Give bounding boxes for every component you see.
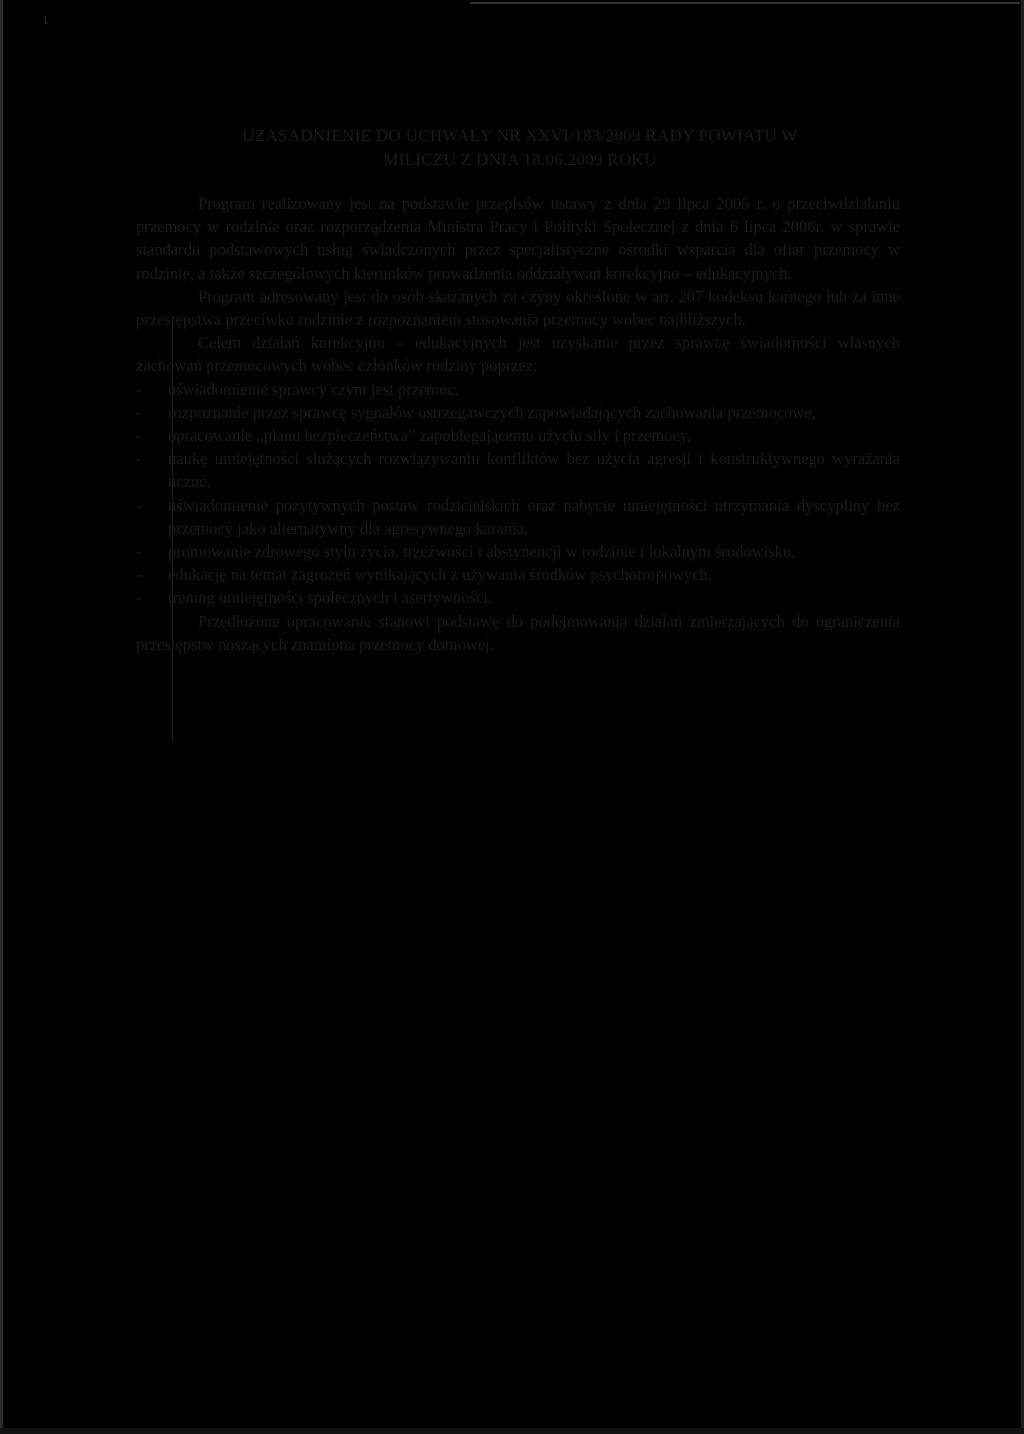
list-dash: - — [136, 402, 142, 422]
list-item-text: uświadomienie pozytywnych postaw rodzicielskich oraz nabycie umiejętności utrzymania dyscypliny bez przemocy jako alternatywny dla agresywnego karania, — [168, 495, 900, 538]
scan-edge-top — [470, 2, 1020, 4]
list-item — [136, 424, 900, 447]
list-item-text: opracowanie „planu bezpieczeństwa” zapobiegającemu użyciu siły i przemocy, — [168, 426, 692, 446]
list-item-text: uświadomienie sprawcy czym jest przemoc, — [168, 379, 459, 399]
list-item — [136, 378, 900, 401]
goals-list — [136, 378, 900, 610]
document-title — [140, 124, 900, 172]
scan-edge-left — [0, 0, 3, 1434]
list-item — [136, 401, 900, 424]
list-dash: - — [136, 379, 142, 399]
list-item — [136, 540, 900, 563]
list-dash: - — [136, 449, 142, 469]
list-item — [136, 494, 900, 540]
paragraph-conclusion: Przedłożone opracowanie stanowi podstawę do podejmowania działań zmierzających do ograniczenia przestępstw noszących znamiona przemocy domowej. — [136, 611, 900, 654]
paragraph-goal: Celem działań korekcyjno – edukacyjnych jest uzyskanie przez sprawcę świadomości własnych zachowań przemocowych wobec członków rodziny poprzez: — [136, 333, 900, 376]
document-body — [136, 192, 900, 656]
list-item-text: rozpoznanie przez sprawcę sygnałów ostrzegawczych zapowiadających zachowania przemocowe, — [168, 402, 816, 422]
list-dash: - — [136, 495, 142, 515]
scan-edge-bottom — [0, 1428, 1024, 1434]
list-item — [136, 563, 900, 586]
list-dash: - — [136, 565, 142, 585]
list-item — [136, 586, 900, 609]
list-item-text: trening umiejętności społecznych i asertywności. — [168, 588, 492, 608]
list-item-text: edukację na temat zagrożeń wynikających z używania środków psychotropowych, — [168, 565, 712, 585]
paragraph-legal-basis: Program realizowany jest na podstawie przepisów ustawy z dnia 29 lipca 2005 r. o przeciwdziałaniu przemocy w rodzinie oraz rozporządzenia Ministra Pracy i Polityki Społecznej z dnia 6 lipca 2006r. w sprawie standardu podstawowych usług świadczonych przez specjalistyczne ośrodki wsparcia dla ofiar przemocy w rodzinie, a także szczegółowych kierunków prowadzenia oddziaływań korekcyjno – edukacyjnych. — [136, 194, 900, 283]
list-item — [136, 447, 900, 493]
list-dash: - — [136, 426, 142, 446]
list-dash: - — [136, 542, 142, 562]
paragraph-addressees: Program adresowany jest do osób skazanych za czyny określone w art. 207 kodeksu karnego lub za inne przestępstwa przeciwko rodzinie z rozpoznaniem stosowania przemocy wobec najbliższych. — [136, 286, 900, 330]
title-line-2: MILICZU Z DNIA 18.06.2009 ROKU — [383, 150, 657, 169]
page-mark: 1 — [42, 12, 49, 27]
list-dash: - — [136, 588, 142, 608]
list-item-text: promowanie zdrowego stylu życia, trzeźwości i abstynencji w rodzinie i lokalnym środowisku, — [168, 542, 796, 562]
list-item-text: naukę umiejętności służących rozwiązywaniu konfliktów bez użycia agresji i konstruktywnego wyrażania uczuć, — [168, 449, 900, 492]
title-line-1: UZASADNIENIE DO UCHWAŁY NR XXVI/183/2009 RADY POWIATU W — [242, 126, 798, 145]
